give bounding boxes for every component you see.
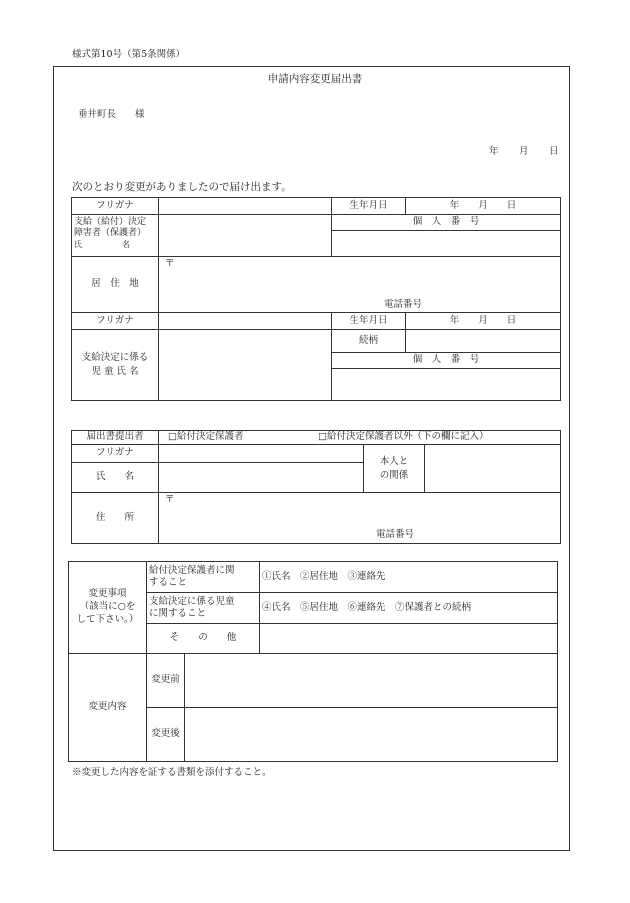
submitter-header-label: 届出書提出者 xyxy=(72,431,159,445)
option-guardian-checkbox[interactable]: □給付決定保護者 xyxy=(168,431,244,442)
guardian-phone-label: 電話番号 xyxy=(384,299,423,311)
changes-table xyxy=(68,561,558,762)
child-relation-field[interactable] xyxy=(406,330,561,353)
submitter-type-options xyxy=(159,431,561,445)
child-personal-number-label: 個 人 番 号 xyxy=(332,353,561,369)
change-items-label: 変更事項 （該当に○を して下さい。） xyxy=(69,562,147,654)
submitter-postal-mark: 〒 xyxy=(165,494,175,505)
change-row2-label: 支給決定に係る児童 に関すること xyxy=(147,593,260,624)
child-personal-number-field[interactable] xyxy=(332,369,561,401)
guardian-name-label: 支給（給付）決定 障害者（保護者） 氏 名 xyxy=(72,215,159,257)
submitter-table xyxy=(71,430,561,544)
intro-text: 次のとおり変更がありましたので届け出ます。 xyxy=(72,181,292,193)
change-before-field[interactable] xyxy=(185,654,558,708)
guardian-address-field[interactable] xyxy=(159,257,561,313)
guardian-furigana-label: フリガナ xyxy=(72,198,159,215)
submitter-furigana-label: フリガナ xyxy=(72,445,159,463)
change-row1-label: 給付決定保護者に関 すること xyxy=(147,562,260,593)
guardian-furigana-field[interactable] xyxy=(159,198,332,215)
change-before-label: 変更前 xyxy=(147,654,185,708)
submitter-furigana-field[interactable] xyxy=(159,445,364,463)
change-row3-label: そ の 他 xyxy=(147,624,260,654)
attachment-note: ※変更した内容を証する書類を添付すること。 xyxy=(72,767,272,778)
change-after-label: 変更後 xyxy=(147,708,185,762)
form-number: 様式第10号（第5条関係） xyxy=(72,49,186,60)
submitter-relation-label: 本人と の関係 xyxy=(364,445,425,493)
date-year: 年 xyxy=(489,146,499,157)
date-day: 日 xyxy=(549,146,559,157)
date-month: 月 xyxy=(519,146,529,157)
submitter-name-field[interactable] xyxy=(159,463,364,493)
change-row2-options[interactable]: ④氏名 ⑤居住地 ⑥連絡先 ⑦保護者との続柄 xyxy=(260,593,558,624)
change-content-label: 変更内容 xyxy=(69,654,147,762)
option-other-checkbox[interactable]: □給付決定保護者以外（下の欄に記入） xyxy=(318,431,489,442)
guardian-address-label: 居 住 地 xyxy=(72,257,159,313)
guardian-personal-number-label: 個 人 番 号 xyxy=(332,215,561,231)
change-row3-field[interactable] xyxy=(260,624,558,654)
guardian-birthdate-field[interactable]: 年 月 日 xyxy=(406,198,561,215)
submitter-address-field[interactable] xyxy=(159,493,561,544)
submitter-phone-label: 電話番号 xyxy=(376,529,415,541)
guardian-postal-mark: 〒 xyxy=(165,258,175,269)
guardian-personal-number-field[interactable] xyxy=(332,231,561,257)
change-after-field[interactable] xyxy=(185,708,558,762)
child-birthdate-label: 生年月日 xyxy=(332,313,406,330)
change-row1-options[interactable]: ①氏名 ②居住地 ③連絡先 xyxy=(260,562,558,593)
guardian-name-field[interactable] xyxy=(159,215,332,257)
submitter-address-label: 住 所 xyxy=(72,493,159,544)
guardian-birthdate-label: 生年月日 xyxy=(332,198,406,215)
submitter-name-label: 氏 名 xyxy=(72,463,159,493)
child-furigana-field[interactable] xyxy=(159,313,332,330)
child-name-label: 支給決定に係る 児 童 氏 名 xyxy=(72,330,159,401)
submitter-relation-field[interactable] xyxy=(425,445,561,493)
child-birthdate-field[interactable]: 年 月 日 xyxy=(406,313,561,330)
child-name-field[interactable] xyxy=(159,330,332,401)
addressee: 垂井町長 様 xyxy=(78,109,145,120)
applicant-table xyxy=(71,197,561,401)
form-title: 申請内容変更届出書 xyxy=(267,73,363,85)
child-furigana-label: フリガナ xyxy=(72,313,159,330)
child-relation-label: 続柄 xyxy=(332,330,406,353)
